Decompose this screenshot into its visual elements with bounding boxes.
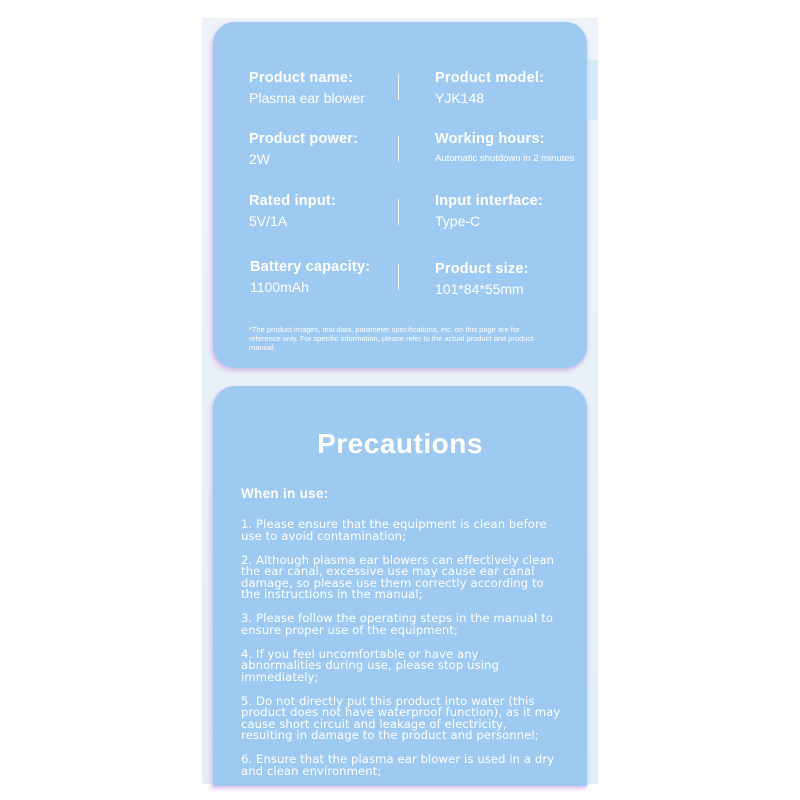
spec-product-size: [435, 261, 605, 297]
list-item: 1. Please ensure that the equipment is clean before use to avoid contamination;: [241, 517, 547, 543]
spec-label: Rated input:: [249, 193, 336, 209]
spec-value: 2W: [249, 151, 270, 167]
list-item: 2. Although plasma ear blowers can effectively clean the ear canal, excessive use may cause ear canal damage, so please use them correctly according to the instructions in the manual;: [241, 552, 555, 601]
list-item: 4. If you feel uncomfortable or have any abnormalities during use, please stop using immediately;: [241, 646, 499, 684]
spec-value: 5V/1A: [249, 213, 288, 229]
precautions-title: Precautions: [317, 428, 483, 459]
spec-value: 1100mAh: [250, 279, 309, 295]
spec-label: Product model:: [435, 70, 545, 86]
spec-label: Product name:: [249, 70, 354, 86]
list-item: 6. Ensure that the plasma ear blower is used in a dry and clean environment;: [241, 752, 555, 778]
precautions-card: [213, 386, 587, 786]
spec-working-hours: [435, 131, 605, 164]
spec-value: 101*84*55mm: [435, 281, 524, 297]
spec-product-name: [249, 70, 419, 106]
spec-product-model: [435, 70, 605, 106]
column-divider: [398, 74, 399, 100]
column-divider: [398, 264, 399, 290]
column-divider: [398, 199, 399, 225]
spec-label: Product size:: [435, 261, 529, 277]
list-item: 3. Please follow the operating steps in the manual to ensure proper use of the equipment;: [241, 611, 554, 637]
precautions-subtitle: When in use:: [241, 486, 329, 501]
spec-battery-capacity: [250, 259, 420, 295]
spec-label: Input interface:: [435, 193, 543, 209]
spec-label: Product power:: [249, 131, 359, 147]
disclaimer-text: *The product images, test data, parameter specifications, etc. on this page are for reference only. For specific information, please refer to the actual product and product manual.: [249, 325, 534, 352]
spec-product-power: [249, 131, 419, 167]
spec-value: Plasma ear blower: [249, 90, 365, 106]
list-item: 5. Do not directly put this product into water (this product does not have waterproof function), as it may cause short circuit and leakage of electricity, resulting in damage to the product and personnel;: [241, 693, 561, 742]
specifications-card: [213, 22, 587, 368]
spec-label: Working hours:: [435, 131, 545, 147]
spec-label: Battery capacity:: [250, 259, 371, 275]
spec-value: Automatic shutdown in 2 minutes: [435, 153, 575, 164]
spec-value: Type-C: [435, 213, 481, 229]
spec-value: YJK148: [435, 90, 485, 106]
spec-input-interface: [435, 193, 605, 229]
spec-rated-input: [249, 193, 419, 229]
precautions-list: [241, 519, 561, 790]
column-divider: [398, 136, 399, 162]
